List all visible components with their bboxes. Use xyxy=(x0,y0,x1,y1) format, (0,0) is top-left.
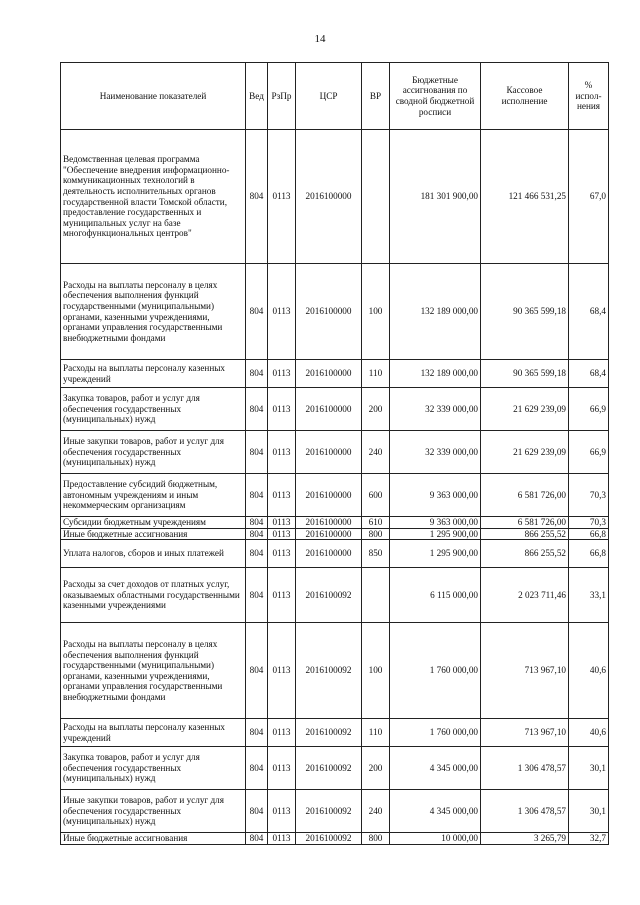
cell-vr: 800 xyxy=(362,833,390,845)
cell-ved: 804 xyxy=(246,747,268,790)
cell-csr: 2016100092 xyxy=(296,790,362,833)
cell-cash: 1 306 478,57 xyxy=(481,790,569,833)
header-cash-execution: Кассовое исполнение xyxy=(481,63,569,130)
cell-pct: 66,8 xyxy=(569,528,609,540)
cell-vr: 240 xyxy=(362,790,390,833)
cell-csr: 2016100000 xyxy=(296,540,362,568)
cell-csr: 2016100000 xyxy=(296,388,362,431)
page-number: 14 xyxy=(314,33,326,45)
header-name: Наименование показателей xyxy=(61,63,246,130)
cell-cash: 1 306 478,57 xyxy=(481,747,569,790)
cell-assign: 1 760 000,00 xyxy=(390,623,481,719)
cell-name: Иные бюджетные ассигнования xyxy=(61,528,246,540)
cell-name: Расходы на выплаты персоналу казенных учреждений xyxy=(61,360,246,388)
cell-cash: 866 255,52 xyxy=(481,540,569,568)
cell-pct: 67,0 xyxy=(569,130,609,264)
table-row xyxy=(61,747,609,790)
header-vr: ВР xyxy=(362,63,390,130)
table-row xyxy=(61,474,609,517)
cell-ved: 804 xyxy=(246,264,268,360)
cell-ved: 804 xyxy=(246,360,268,388)
cell-ved: 804 xyxy=(246,719,268,747)
table-row xyxy=(61,264,609,360)
cell-cash: 713 967,10 xyxy=(481,719,569,747)
cell-ved: 804 xyxy=(246,833,268,845)
cell-cash: 90 365 599,18 xyxy=(481,264,569,360)
cell-rzpr: 0113 xyxy=(268,264,296,360)
cell-csr: 2016100092 xyxy=(296,747,362,790)
header-assignments: Бюджетные ассигнования по сводной бюджетной росписи xyxy=(390,63,481,130)
cell-csr: 2016100000 xyxy=(296,264,362,360)
table-row xyxy=(61,431,609,474)
cell-name: Иные закупки товаров, работ и услуг для обеспечения государственных (муниципальных) нужд xyxy=(61,790,246,833)
cell-csr: 2016100092 xyxy=(296,719,362,747)
cell-name: Расходы на выплаты персоналу казенных учреждений xyxy=(61,719,246,747)
cell-assign: 9 363 000,00 xyxy=(390,517,481,529)
cell-name: Субсидии бюджетным учреждениям xyxy=(61,517,246,529)
cell-vr: 850 xyxy=(362,540,390,568)
cell-ved: 804 xyxy=(246,540,268,568)
cell-csr: 2016100000 xyxy=(296,360,362,388)
cell-vr xyxy=(362,568,390,623)
cell-pct: 66,8 xyxy=(569,540,609,568)
cell-name: Расходы за счет доходов от платных услуг, оказываемых областными государственными казенными учреждениями xyxy=(61,568,246,623)
cell-ved: 804 xyxy=(246,790,268,833)
table-row xyxy=(61,623,609,719)
cell-csr: 2016100000 xyxy=(296,474,362,517)
cell-ved: 804 xyxy=(246,517,268,529)
table-row xyxy=(61,360,609,388)
table-row xyxy=(61,517,609,529)
cell-cash: 21 629 239,09 xyxy=(481,388,569,431)
cell-ved: 804 xyxy=(246,528,268,540)
header-percent: % испол-нения xyxy=(569,63,609,130)
cell-ved: 804 xyxy=(246,431,268,474)
cell-vr: 110 xyxy=(362,360,390,388)
table-row xyxy=(61,388,609,431)
cell-pct: 66,9 xyxy=(569,388,609,431)
cell-rzpr: 0113 xyxy=(268,431,296,474)
cell-name: Иные бюджетные ассигнования xyxy=(61,833,246,845)
cell-csr: 2016100000 xyxy=(296,431,362,474)
table-row xyxy=(61,130,609,264)
cell-pct: 70,3 xyxy=(569,517,609,529)
cell-assign: 1 295 900,00 xyxy=(390,528,481,540)
cell-assign: 6 115 000,00 xyxy=(390,568,481,623)
cell-assign: 4 345 000,00 xyxy=(390,747,481,790)
cell-name: Закупка товаров, работ и услуг для обеспечения государственных (муниципальных) нужд xyxy=(61,388,246,431)
cell-name: Ведомственная целевая программа "Обеспечение внедрения информационно-коммуникационных технологий в деятельность исполнительных органов государственной власти Томской области, предоставление государственных и муниципальных услуг на базе многофункциональных центров" xyxy=(61,130,246,264)
cell-name: Уплата налогов, сборов и иных платежей xyxy=(61,540,246,568)
table-row xyxy=(61,568,609,623)
table-row xyxy=(61,833,609,845)
table-row xyxy=(61,540,609,568)
table-row xyxy=(61,528,609,540)
cell-rzpr: 0113 xyxy=(268,528,296,540)
table-row xyxy=(61,790,609,833)
cell-assign: 181 301 900,00 xyxy=(390,130,481,264)
cell-name: Расходы на выплаты персоналу в целях обеспечения выполнения функций государственными (муниципальными) органами, казенными учреждениями, органами управления государственными внебюджетными фондами xyxy=(61,264,246,360)
cell-pct: 30,1 xyxy=(569,790,609,833)
cell-ved: 804 xyxy=(246,474,268,517)
cell-cash: 6 581 726,00 xyxy=(481,474,569,517)
cell-assign: 1 760 000,00 xyxy=(390,719,481,747)
cell-csr: 2016100092 xyxy=(296,833,362,845)
budget-table xyxy=(60,62,609,845)
cell-cash: 866 255,52 xyxy=(481,528,569,540)
cell-ved: 804 xyxy=(246,568,268,623)
cell-rzpr: 0113 xyxy=(268,747,296,790)
cell-rzpr: 0113 xyxy=(268,833,296,845)
table-row xyxy=(61,719,609,747)
cell-ved: 804 xyxy=(246,388,268,431)
table-body xyxy=(61,130,609,845)
cell-assign: 4 345 000,00 xyxy=(390,790,481,833)
cell-csr: 2016100000 xyxy=(296,517,362,529)
cell-pct: 70,3 xyxy=(569,474,609,517)
cell-rzpr: 0113 xyxy=(268,540,296,568)
cell-cash: 2 023 711,46 xyxy=(481,568,569,623)
cell-pct: 32,7 xyxy=(569,833,609,845)
cell-pct: 30,1 xyxy=(569,747,609,790)
cell-pct: 68,4 xyxy=(569,360,609,388)
cell-rzpr: 0113 xyxy=(268,719,296,747)
cell-rzpr: 0113 xyxy=(268,517,296,529)
cell-vr: 200 xyxy=(362,388,390,431)
cell-cash: 3 265,79 xyxy=(481,833,569,845)
cell-rzpr: 0113 xyxy=(268,474,296,517)
cell-csr: 2016100092 xyxy=(296,568,362,623)
cell-csr: 2016100000 xyxy=(296,130,362,264)
cell-rzpr: 0113 xyxy=(268,130,296,264)
cell-cash: 121 466 531,25 xyxy=(481,130,569,264)
cell-vr: 100 xyxy=(362,264,390,360)
cell-pct: 66,9 xyxy=(569,431,609,474)
cell-cash: 90 365 599,18 xyxy=(481,360,569,388)
cell-rzpr: 0113 xyxy=(268,388,296,431)
cell-vr: 600 xyxy=(362,474,390,517)
cell-name: Закупка товаров, работ и услуг для обеспечения государственных (муниципальных) нужд xyxy=(61,747,246,790)
cell-vr: 610 xyxy=(362,517,390,529)
header-csr: ЦСР xyxy=(296,63,362,130)
cell-pct: 40,6 xyxy=(569,719,609,747)
header-rzpr: РзПр xyxy=(268,63,296,130)
cell-name: Иные закупки товаров, работ и услуг для обеспечения государственных (муниципальных) нужд xyxy=(61,431,246,474)
cell-name: Расходы на выплаты персоналу в целях обеспечения выполнения функций государственными (муниципальными) органами, казенными учреждениями, органами управления государственными внебюджетными фондами xyxy=(61,623,246,719)
cell-cash: 21 629 239,09 xyxy=(481,431,569,474)
cell-name: Предоставление субсидий бюджетным, автономным учреждениям и иным некоммерческим организациям xyxy=(61,474,246,517)
cell-assign: 132 189 000,00 xyxy=(390,264,481,360)
cell-rzpr: 0113 xyxy=(268,568,296,623)
cell-assign: 32 339 000,00 xyxy=(390,388,481,431)
cell-csr: 2016100092 xyxy=(296,623,362,719)
cell-assign: 132 189 000,00 xyxy=(390,360,481,388)
cell-rzpr: 0113 xyxy=(268,623,296,719)
cell-cash: 6 581 726,00 xyxy=(481,517,569,529)
cell-vr: 110 xyxy=(362,719,390,747)
cell-vr xyxy=(362,130,390,264)
table-header-row xyxy=(61,63,609,130)
cell-cash: 713 967,10 xyxy=(481,623,569,719)
cell-assign: 9 363 000,00 xyxy=(390,474,481,517)
cell-rzpr: 0113 xyxy=(268,790,296,833)
cell-pct: 40,6 xyxy=(569,623,609,719)
cell-vr: 800 xyxy=(362,528,390,540)
cell-vr: 240 xyxy=(362,431,390,474)
header-ved: Вед xyxy=(246,63,268,130)
cell-pct: 68,4 xyxy=(569,264,609,360)
cell-csr: 2016100000 xyxy=(296,528,362,540)
cell-pct: 33,1 xyxy=(569,568,609,623)
cell-rzpr: 0113 xyxy=(268,360,296,388)
cell-vr: 200 xyxy=(362,747,390,790)
cell-assign: 32 339 000,00 xyxy=(390,431,481,474)
cell-ved: 804 xyxy=(246,130,268,264)
cell-assign: 1 295 900,00 xyxy=(390,540,481,568)
cell-assign: 10 000,00 xyxy=(390,833,481,845)
cell-ved: 804 xyxy=(246,623,268,719)
cell-vr: 100 xyxy=(362,623,390,719)
